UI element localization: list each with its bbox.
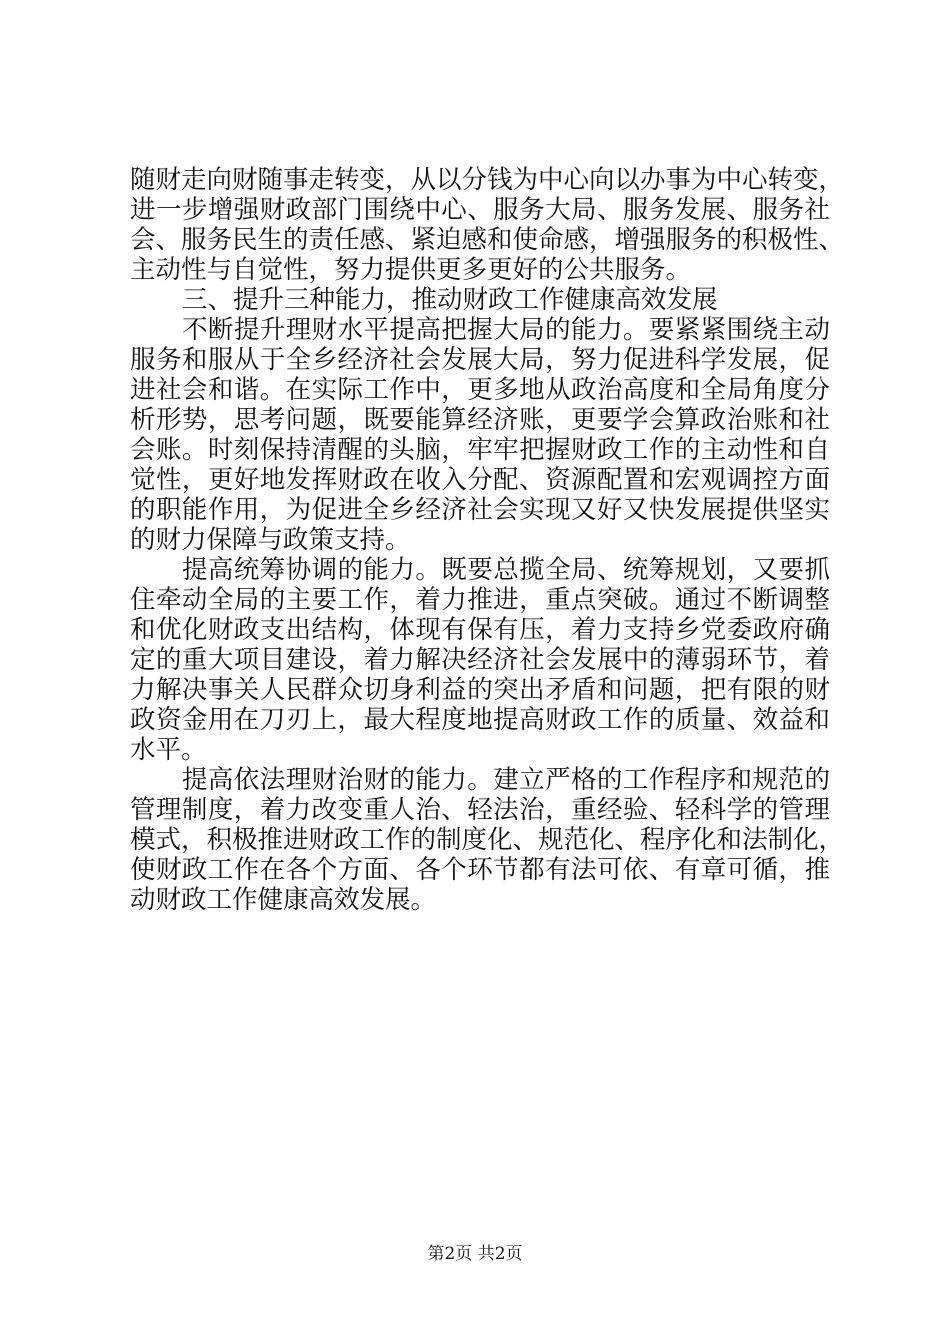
- text-line: 模式，积极推进财政工作的制度化、规范化、程序化和法制化，: [130, 825, 845, 855]
- document-body: [130, 165, 845, 915]
- text-line: 定的重大项目建设，着力解决经济社会发展中的薄弱环节，着: [130, 645, 830, 675]
- text-line: 提高依法理财治财的能力。建立严格的工作程序和规范的: [182, 765, 830, 795]
- text-line: 力解决事关人民群众切身利益的突出矛盾和问题，把有限的财: [130, 675, 830, 705]
- page-footer: [0, 1244, 950, 1264]
- text-line: 的职能作用，为促进全乡经济社会实现又好又快发展提供坚实: [130, 495, 830, 525]
- text-line: 政资金用在刀刃上，最大程度地提高财政工作的质量、效益和: [130, 705, 830, 735]
- text-line: 和优化财政支出结构，体现有保有压，着力支持乡党委政府确: [130, 615, 830, 645]
- text-line: 会账。时刻保持清醒的头脑，牢牢把握财政工作的主动性和自: [130, 435, 830, 465]
- text-line: 进一步增强财政部门围绕中心、服务大局、服务发展、服务社: [130, 195, 830, 225]
- text-line: 不断提升理财水平提高把握大局的能力。要紧紧围绕主动: [182, 315, 830, 345]
- text-line: 会、服务民生的责任感、紧迫感和使命感，增强服务的积极性、: [130, 225, 845, 255]
- text-line: 的财力保障与政策支持。: [130, 525, 411, 555]
- page-number: 第2页 共2页: [427, 1244, 523, 1264]
- text-line: 水平。: [130, 735, 207, 765]
- text-line: 管理制度，着力改变重人治、轻法治，重经验、轻科学的管理: [130, 795, 830, 825]
- text-line: 服务和服从于全乡经济社会发展大局，努力促进科学发展，促: [130, 345, 830, 375]
- text-line: 觉性，更好地发挥财政在收入分配、资源配置和宏观调控方面: [130, 465, 830, 495]
- text-line: 主动性与自觉性，努力提供更多更好的公共服务。: [130, 255, 692, 285]
- text-line: 随财走向财随事走转变，从以分钱为中心向以办事为中心转变，: [130, 165, 845, 195]
- section-heading: 三、提升三种能力，推动财政工作健康高效发展: [182, 285, 718, 315]
- text-line: 析形势，思考问题，既要能算经济账，更要学会算政治账和社: [130, 405, 830, 435]
- text-line: 使财政工作在各个方面、各个环节都有法可依、有章可循，推: [130, 855, 830, 885]
- text-line: 进社会和谐。在实际工作中，更多地从政治高度和全局角度分: [130, 375, 830, 405]
- text-line: 提高统筹协调的能力。既要总揽全局、统筹规划，又要抓: [182, 555, 830, 585]
- text-line: 住牵动全局的主要工作，着力推进，重点突破。通过不断调整: [130, 585, 830, 615]
- text-line: 动财政工作健康高效发展。: [130, 885, 437, 915]
